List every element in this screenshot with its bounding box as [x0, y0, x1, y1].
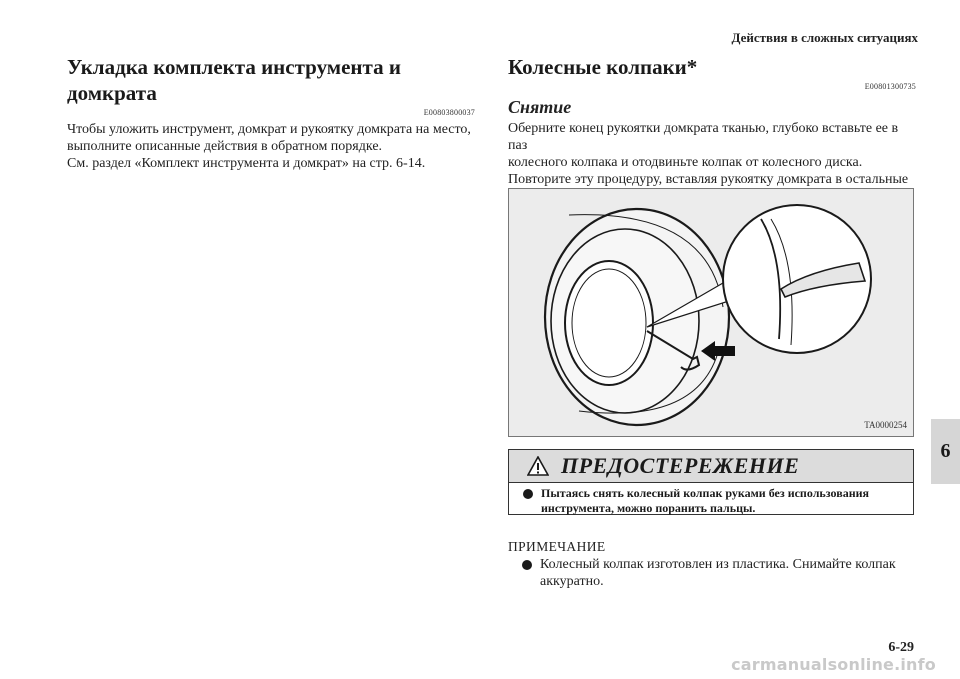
section-code: E00803800037	[423, 108, 475, 117]
right-section	[508, 54, 916, 205]
subheading-removal: Снятие	[508, 97, 572, 117]
illustration-wheel-cover-removal	[508, 188, 914, 437]
body-paragraph	[67, 121, 475, 172]
wheel-illustration	[509, 189, 913, 436]
bullet-icon	[522, 560, 532, 570]
note-line: аккуратно.	[540, 574, 604, 589]
warning-title: ПРЕДОСТЕРЕЖЕНИЕ	[561, 453, 800, 478]
note-heading: ПРИМЕЧАНИЕ	[508, 539, 606, 554]
warning-item	[509, 483, 913, 516]
warning-line: инструмента, можно поранить пальцы.	[541, 501, 756, 515]
running-header: Действия в сложных ситуациях	[731, 30, 918, 45]
section-title-tool-stowage: Укладка комплекта инструмента и домкрата	[67, 55, 401, 105]
left-section	[67, 54, 475, 172]
warning-line: Пытаясь снять колесный колпак руками без использования	[541, 486, 870, 500]
figure-code: TA0000254	[864, 420, 907, 430]
body-line: выполните описанные действия в обратном порядке.	[67, 139, 383, 154]
section-title-wheel-covers: Колесные колпаки*	[508, 55, 698, 79]
page-number: 6-29	[888, 640, 914, 655]
wheel-cover	[565, 261, 653, 385]
warning-header	[509, 450, 913, 483]
chapter-tab: 6	[931, 419, 960, 484]
section-code: E00801300735	[864, 82, 916, 91]
body-line: Повторите эту процедуру, вставляя рукоятку домкрата в остальные	[508, 172, 909, 187]
warning-text	[541, 486, 869, 516]
warning-box	[508, 449, 914, 515]
warning-triangle-icon	[527, 456, 549, 476]
note-line: Колесный колпак изготовлен из пластика. Снимайте колпак	[540, 557, 896, 572]
note-text	[540, 556, 896, 590]
body-line: Чтобы уложить инструмент, домкрат и рукоятку домкрата на место,	[67, 122, 471, 137]
watermark: carmanualsonline.info	[731, 655, 936, 674]
bullet-icon	[523, 489, 533, 499]
note-item	[522, 556, 914, 590]
body-line: Оберните конец рукоятки домкрата тканью, глубоко вставьте ее в паз	[508, 121, 899, 153]
body-line: колесного колпака и отодвиньте колпак от колесного диска.	[508, 155, 863, 170]
note-section	[508, 539, 914, 590]
body-line: См. раздел «Комплект инструмента и домкрат» на стр. 6-14.	[67, 156, 426, 171]
